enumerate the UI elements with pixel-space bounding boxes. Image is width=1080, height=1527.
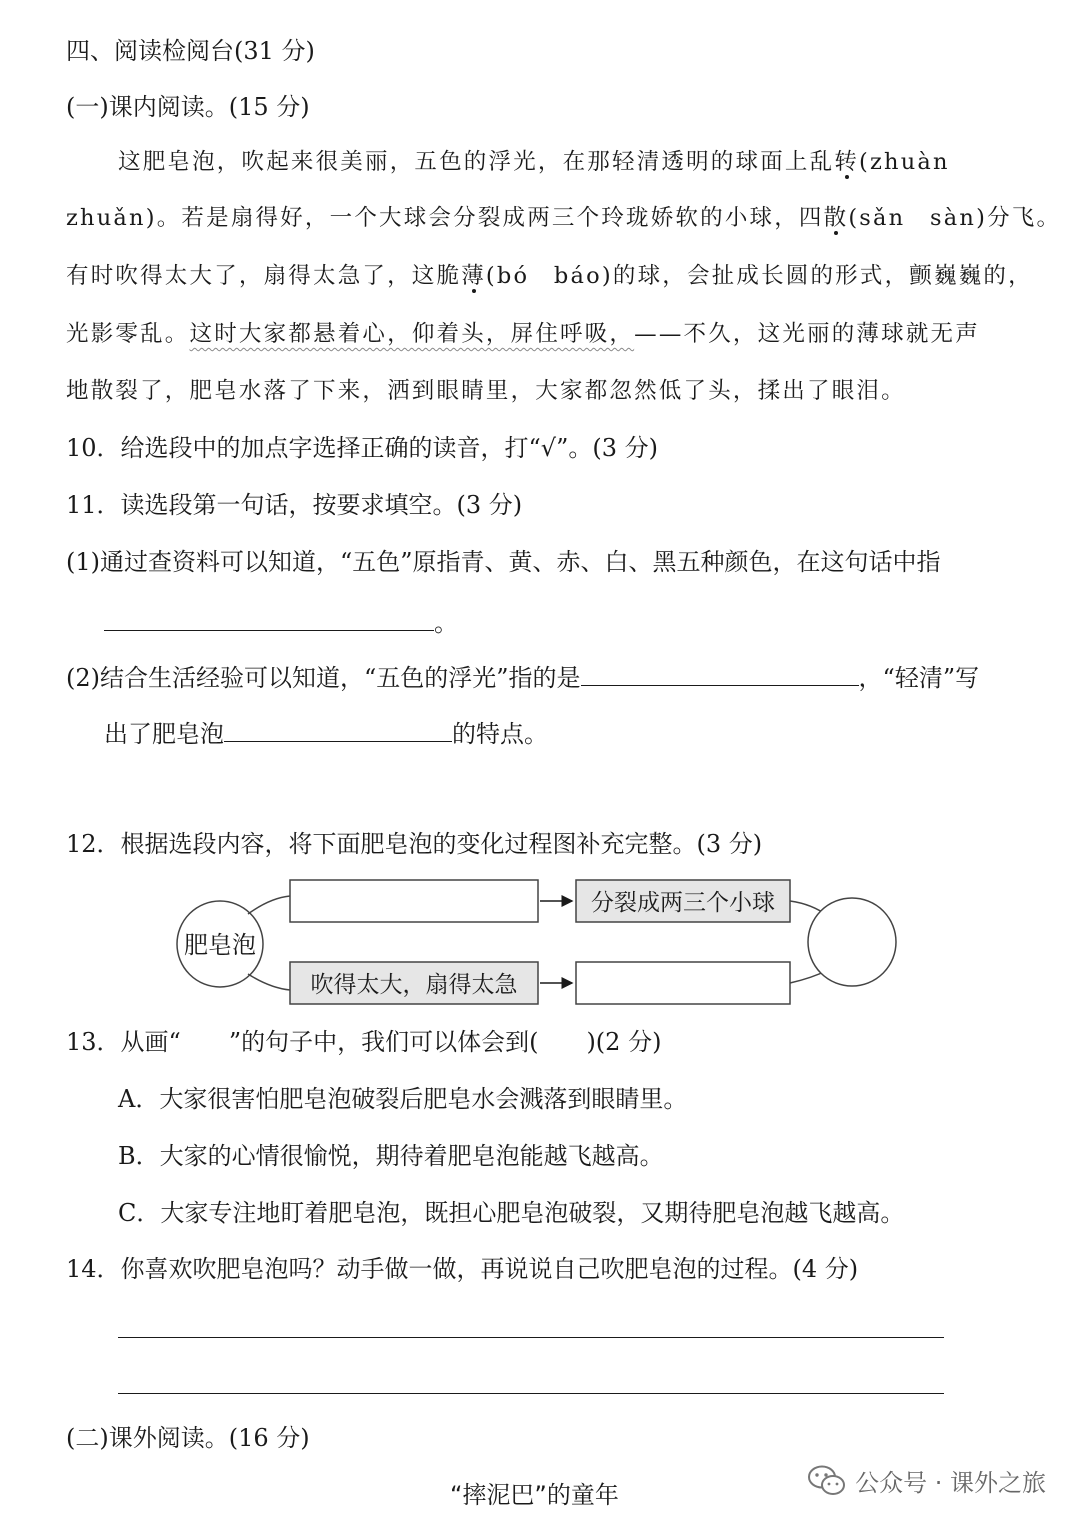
- question-14: 14．你喜欢吹肥皂泡吗？动手做一做，再说说自己吹肥皂泡的过程。(4 分): [66, 1255, 859, 1283]
- bottom-blank-box[interactable]: [576, 962, 790, 1004]
- wechat-icon: [807, 1464, 847, 1498]
- passage-line-2: [66, 201, 1061, 235]
- question-12: 12．根据选段内容，将下面肥皂泡的变化过程图补充完整。(3 分): [66, 830, 763, 858]
- branch-line-bottom: [248, 974, 290, 990]
- option-c[interactable]: C．大家专注地盯着肥皂泡，既担心肥皂泡破裂，又期待肥皂泡越飞越高。: [118, 1199, 905, 1227]
- answer-blank[interactable]: [104, 604, 434, 631]
- watermark: [807, 1463, 1046, 1498]
- section-title: 四、阅读检阅台(31 分): [66, 37, 315, 65]
- next-article-title: “摔泥巴”的童年: [450, 1481, 619, 1509]
- question-13: [66, 1025, 661, 1059]
- branch-line-top: [248, 896, 290, 914]
- wavy-underlined-sentence: 这时大家都悬着心，仰着头，屏住呼吸，: [189, 321, 635, 347]
- question-text: 出了肥皂泡: [104, 720, 224, 748]
- question-text: (2)结合生活经验可以知道，“五色的浮光”指的是: [66, 664, 581, 692]
- answer-blank[interactable]: [581, 659, 859, 686]
- part1-title: (一)课内阅读。(15 分): [66, 93, 310, 121]
- question-11-1: (1)通过查资料可以知道，“五色”原指青、黄、赤、白、黑五种颜色，在这句话中指: [66, 548, 941, 576]
- passage-line-4: [66, 317, 980, 351]
- passage-text: ——不久，这光丽的薄球就无声: [634, 321, 980, 347]
- passage-line-1: [118, 145, 950, 179]
- option-a[interactable]: A．大家很害怕肥皂泡破裂后肥皂水会溅落到眼睛里。: [118, 1085, 688, 1113]
- top-filled-label: 分裂成两三个小球: [591, 890, 775, 916]
- bottom-filled-label: 吹得太大，扇得太急: [310, 972, 518, 998]
- part2-title: (二)课外阅读。(16 分): [66, 1424, 310, 1452]
- question-10: 10．给选段中的加点字选择正确的读音，打“√”。(3 分): [66, 434, 658, 462]
- passage-text: 光影零乱。: [66, 321, 190, 347]
- passage-text: 有时吹得太大了，扇得太急了，这脆: [66, 263, 462, 289]
- question-11-2-cont: [104, 715, 548, 751]
- wavy-sample-mark: [181, 1025, 229, 1059]
- passage-text: (bó báo)的球，会扯成长圆的形式，颤巍巍的，: [485, 263, 1033, 289]
- soap-bubble-flow-diagram: [160, 870, 920, 1020]
- question-text: 13．从画“: [66, 1028, 181, 1056]
- question-text: 的特点。: [452, 720, 548, 748]
- question-text: ，“轻清”写: [858, 664, 980, 692]
- dotted-char: 散: [823, 205, 849, 231]
- dotted-char: 薄: [461, 263, 486, 289]
- start-label: 肥皂泡: [184, 931, 256, 959]
- passage-text: 这肥皂泡，吹起来很美丽，五色的浮光，在那轻清透明的球面上乱: [118, 149, 835, 175]
- passage-text: (sǎn sàn)分飞。: [848, 205, 1062, 231]
- top-blank-box[interactable]: [290, 880, 538, 922]
- passage-text: (zhuàn: [859, 149, 950, 175]
- passage-text: zhuǎn)。若是扇得好，一个大球会分裂成两三个玲珑娇软的小球，四: [66, 205, 824, 231]
- end-blank-circle[interactable]: [808, 898, 896, 986]
- option-b[interactable]: B．大家的心情很愉悦，期待着肥皂泡能越飞越高。: [118, 1142, 664, 1170]
- question-text: ”的句子中，我们可以体会到( )(2 分): [228, 1028, 662, 1056]
- passage-line-3: [66, 259, 1033, 293]
- answer-blank[interactable]: [224, 715, 452, 742]
- question-11-2: [66, 659, 979, 695]
- watermark-text: 公众号 · 课外之旅: [855, 1469, 1046, 1497]
- question-11: 11．读选段第一句话，按要求填空。(3 分): [66, 491, 523, 519]
- answer-line-2[interactable]: [118, 1393, 944, 1394]
- passage-line-5: 地散裂了，肥皂水落了下来，洒到眼睛里，大家都忽然低了头，揉出了眼泪。: [66, 378, 906, 404]
- question-11-1-blank-line: [104, 604, 458, 640]
- answer-line-1[interactable]: [118, 1337, 944, 1338]
- period: 。: [434, 609, 458, 637]
- dotted-char: 转: [834, 149, 860, 175]
